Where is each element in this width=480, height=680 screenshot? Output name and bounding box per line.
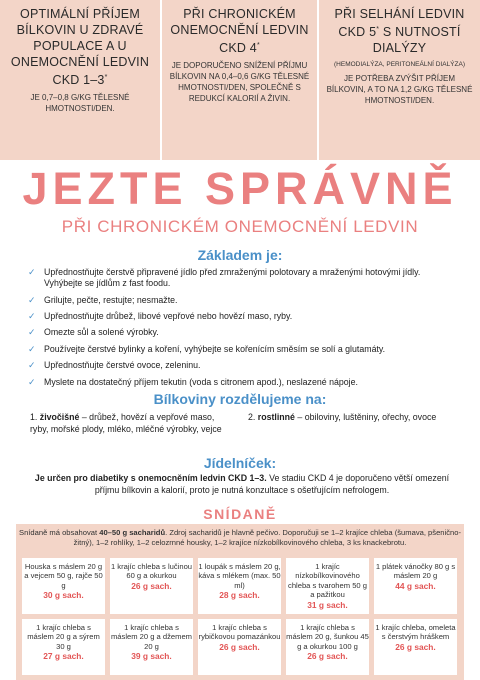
menu-description: Je určen pro diabetiky s onemocněním ledvin CKD 1–3. Ve stadiu CKD 4 je doporučeno větší omezení příjmu bílkovin a kalorií, proto je nutná konzultace s ošetřujícím nefrologem.: [34, 473, 450, 495]
list-item: ✓ Myslete na dostatečný příjem tekutin (voda s citronem apod.), neslazené nápoje.: [28, 376, 358, 387]
breakfast-option: 1 krajíc chleba s máslem 20 g a sýrem 30 g 27 g sach.: [22, 619, 105, 675]
section-heading-breakfast: SNÍDANĚ: [203, 506, 277, 522]
breakfast-option: 1 krajíc chleba s lučinou 60 g a okurkou 26 g sach.: [110, 558, 193, 614]
info-box-note: JE 0,7–0,8 G/KG TĚLESNÉ HMOTNOSTI/DEN.: [30, 93, 130, 114]
info-box-heading: PŘI SELHÁNÍ LEDVIN CKD 5* S NUTNOSTÍ DIALÝZY: [334, 7, 465, 56]
check-icon: ✓: [28, 294, 36, 305]
list-item: ✓ Používejte čerstvé bylinky a koření, vyhýbejte se kořenícím směsím se solí a glutamáty.: [28, 343, 386, 354]
info-box-ckd-5: [317, 0, 480, 160]
info-box-note: JE POTŘEBA ZVÝŠIT PŘÍJEM BÍLKOVIN, A TO NA 1,2 G/KG TĚLESNÉ HMOTNOSTI/DEN.: [326, 74, 473, 106]
list-item: ✓ Upřednostňujte čerstvě připravené jídlo před zmraženými polotovary a mraženými hotovými jídly. Vyhýbejte se jídlům z fast foodu.: [28, 267, 421, 289]
section-heading-menu: Jídelníček:: [203, 455, 277, 471]
protein-type-plant: 2. rostlinné – obiloviny, luštěniny, ořechy, ovoce: [248, 412, 437, 422]
check-icon: ✓: [28, 376, 36, 387]
check-icon: ✓: [28, 343, 36, 354]
info-box-subnote: (HEMODIALÝZA, PERITONEÁLNÍ DIALÝZA): [334, 61, 465, 69]
section-heading-proteins: Bílkoviny rozdělujeme na:: [153, 391, 327, 407]
breakfast-option: 1 krajíc chleba s máslem 20 g a džemem 20 g 39 g sach.: [110, 619, 193, 675]
info-box-ckd-1-3: [0, 0, 160, 160]
info-box-note: JE DOPORUČENO SNÍŽENÍ PŘÍJMU BÍLKOVIN NA 0,4–0,6 G/KG TĚLESNÉ HMOTNOSTI/DEN, SPOLEČNĚ S REDUKCÍ KALORIÍ A ŽIVIN.: [169, 61, 310, 104]
breakfast-option: 1 krajíc chleba, omeleta s čerstvým hráškem 26 g sach.: [374, 619, 457, 675]
list-item: ✓ Upřednostňujte čerstvé ovoce, zeleninu.: [28, 360, 201, 371]
breakfast-option: 1 krajíc chleba s máslem 20 g, šunkou 45 g a okurkou 100 g 26 g sach.: [286, 619, 369, 675]
breakfast-option: 1 plátek vánočky 80 g s máslem 20 g 44 g sach.: [374, 558, 457, 614]
breakfast-option: 1 krajíc nízkobílkovinového chleba s tvarohem 50 g a pažitkou 31 g sach.: [286, 558, 369, 614]
info-box-ckd-4: [160, 0, 317, 160]
check-icon: ✓: [28, 327, 36, 338]
top-info-row: [0, 0, 480, 160]
breakfast-option: Houska s máslem 20 g a vejcem 50 g, rajče 50 g 30 g sach.: [22, 558, 105, 614]
section-heading-basics: Základem je:: [197, 247, 283, 263]
breakfast-intro: Snídaně má obsahovat 40–50 g sacharidů. Zdroj sacharidů je hlavně pečivo. Doporučuji se 1–2 krajíce chleba (šumava, pšeničnо-žitný), 1–2 rohlíky, 1–2 celozrnné housky, 1–2 krajíce nízkobílkovinového chleba, 3 ks knackebrotu.: [19, 528, 461, 547]
check-icon: ✓: [28, 310, 36, 321]
breakfast-option: 1 krajíc chleba s rybičkovou pomazánkou 26 g sach.: [198, 619, 281, 675]
breakfast-grid: [22, 558, 458, 675]
list-item: ✓ Upřednostňujte drůbež, libové vepřové nebo hovězí maso, ryby.: [28, 310, 293, 321]
info-box-heading: OPTIMÁLNÍ PŘÍJEM BÍLKOVIN U ZDRAVÉ POPULACE A U ONEMOCNĚNÍ LEDVIN CKD 1–3*: [10, 7, 150, 88]
check-icon: ✓: [28, 360, 36, 371]
page-title: JEZTE SPRÁVNĚ: [22, 163, 458, 214]
page-subtitle: PŘI CHRONICKÉM ONEMOCNĚNÍ LEDVIN: [61, 217, 419, 236]
protein-type-animal: 1. živočišné – drůbež, hovězí a vepřové maso, ryby, mořské plody, mléko, mléčné výrobky, vejce: [30, 412, 222, 434]
info-box-heading: PŘI CHRONICKÉM ONEMOCNĚNÍ LEDVIN CKD 4*: [170, 7, 309, 56]
breakfast-option: 1 loupák s máslem 20 g, káva s mlékem (max. 50 ml) 28 g sach.: [198, 558, 281, 614]
basics-list: [28, 267, 458, 393]
list-item: ✓ Grilujte, pečte, restujte; nesmažte.: [28, 294, 178, 305]
list-item: ✓ Omezte sůl a solené výrobky.: [28, 327, 159, 338]
breakfast-panel: [16, 524, 464, 680]
check-icon: ✓: [28, 267, 36, 277]
